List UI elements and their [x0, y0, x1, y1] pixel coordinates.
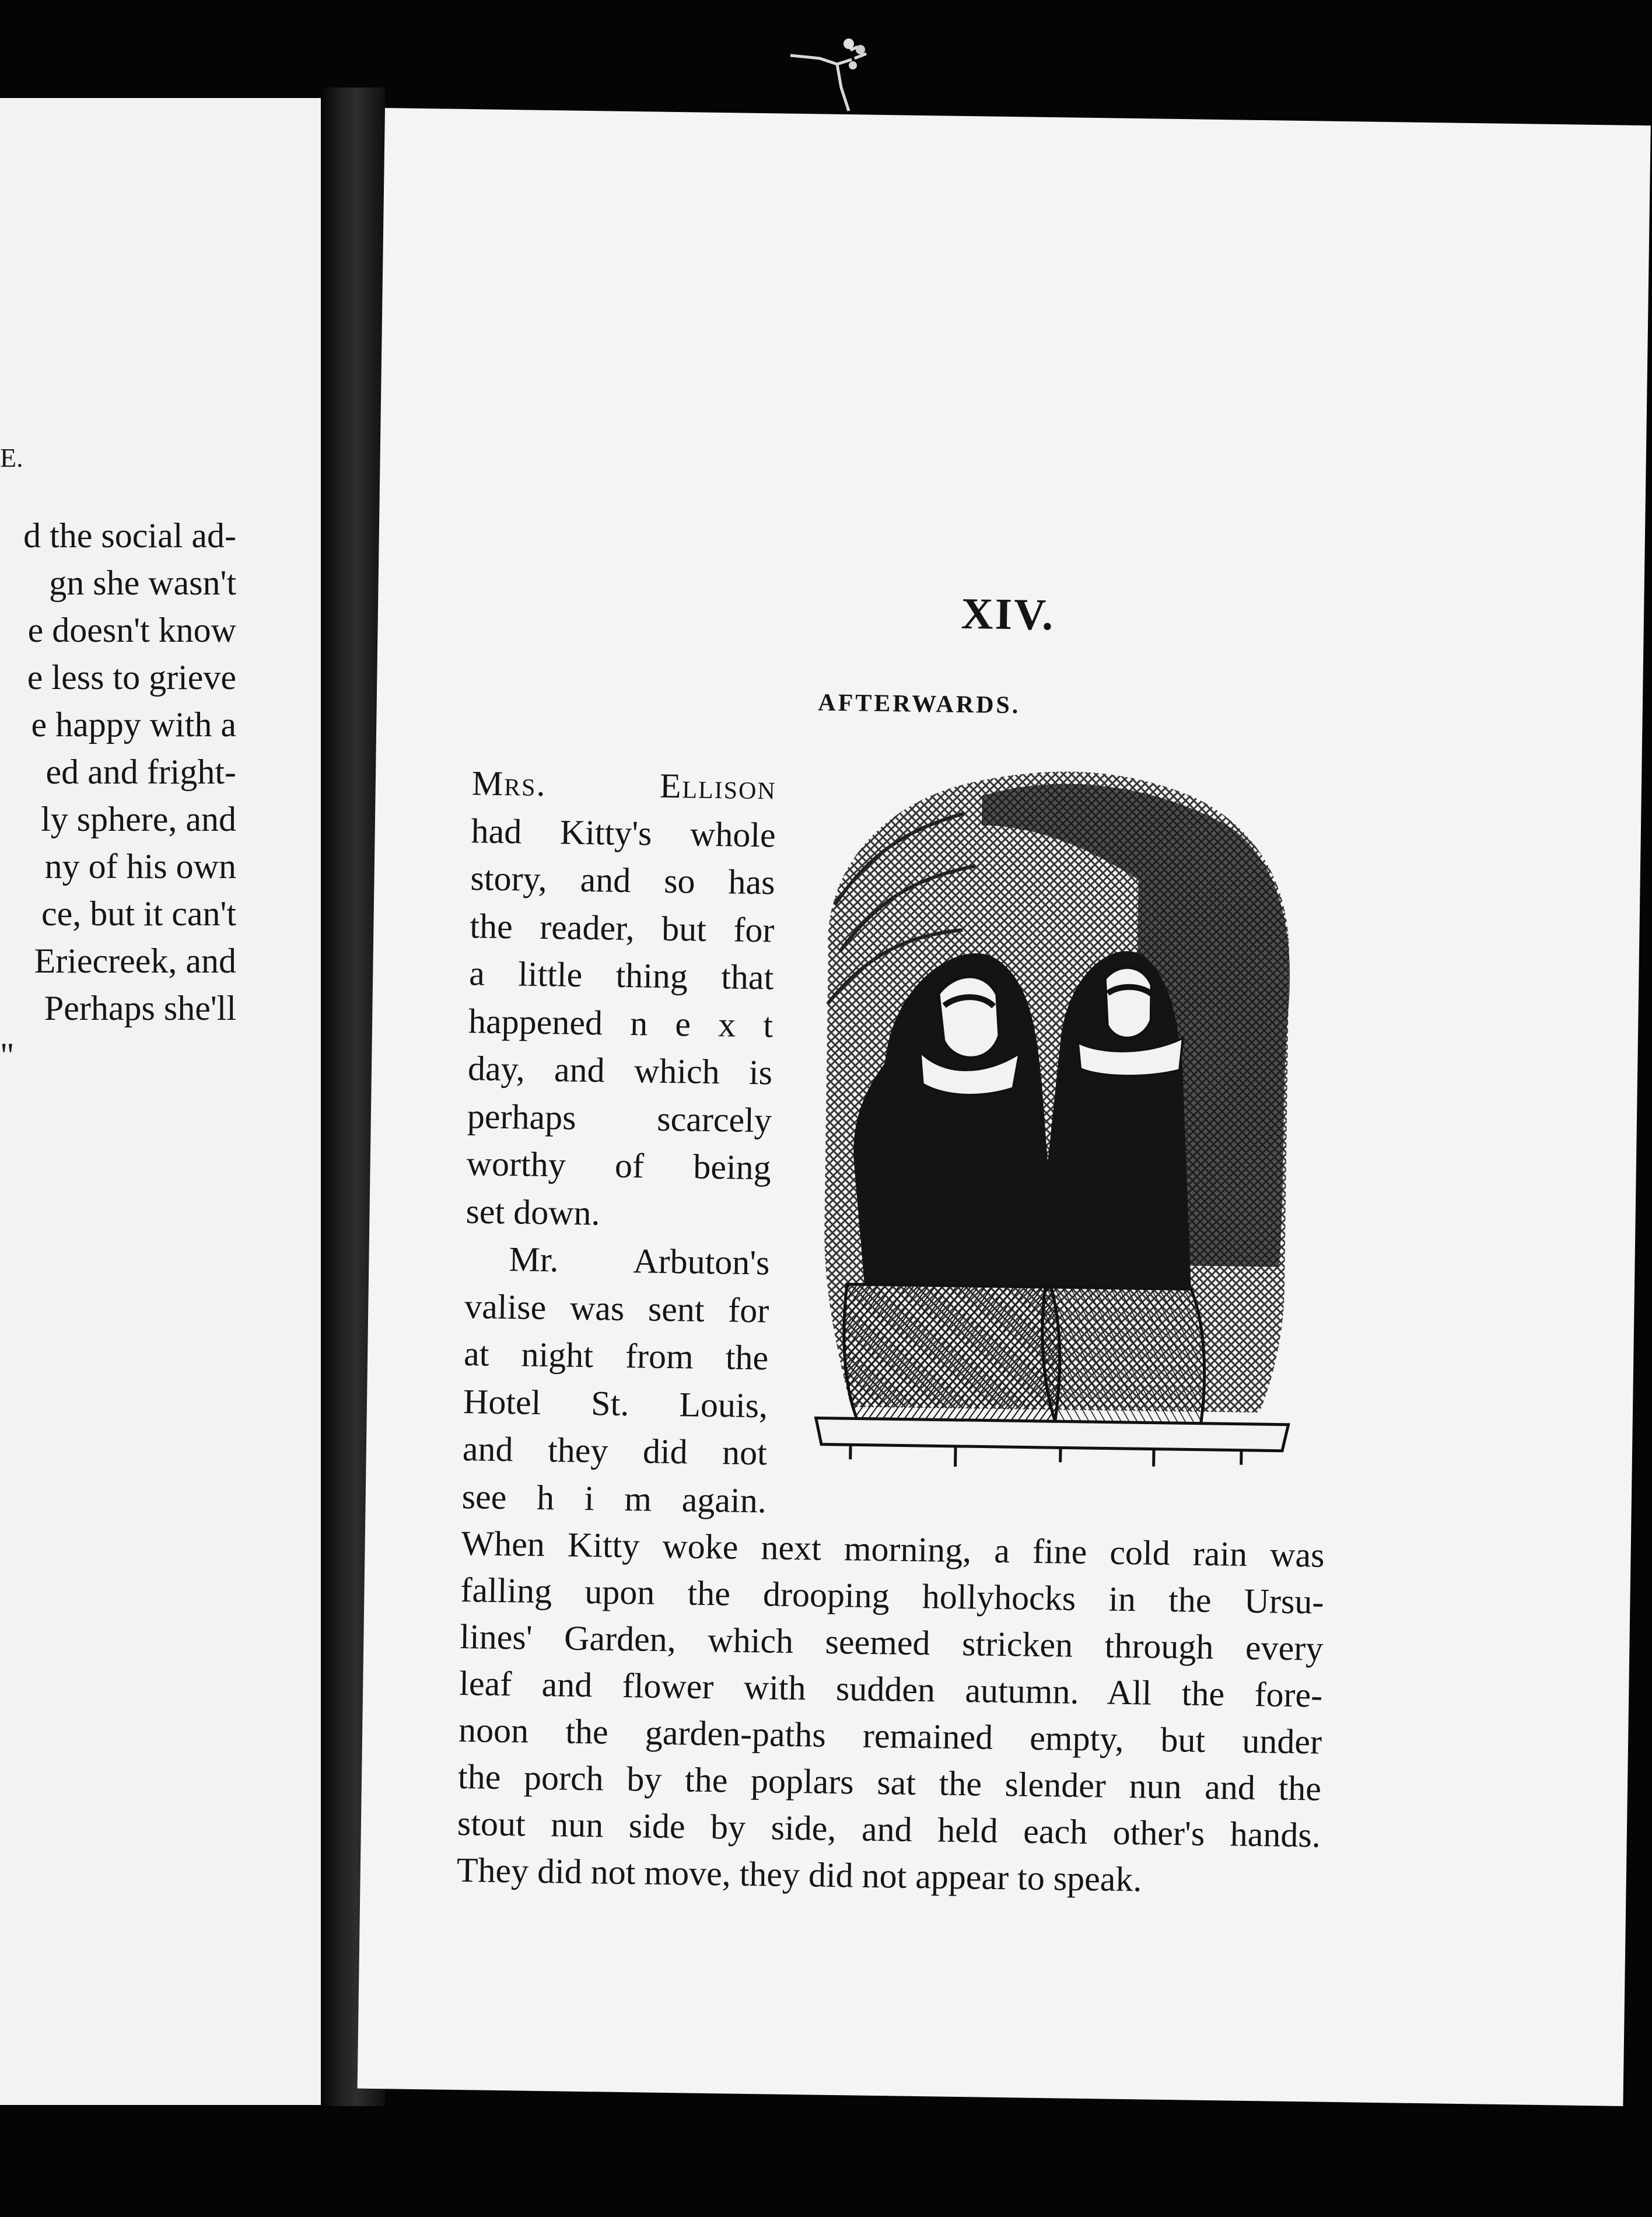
left-page — [0, 98, 321, 2105]
left-text-line: e happy with a — [31, 705, 236, 744]
text-line: set down. — [466, 1191, 601, 1232]
text-below-illustration — [456, 1520, 1325, 1905]
left-page-header-fragment: E. — [0, 443, 23, 473]
text-line: valise was sent for — [464, 1286, 769, 1330]
left-text-line: ly sphere, and — [41, 800, 236, 838]
text-line: a little thing that — [468, 954, 774, 997]
text-line: perhaps scarcely — [467, 1096, 772, 1139]
drop-opening: Mrs. Ellison — [471, 764, 777, 807]
text-line: Hotel St. Louis, — [463, 1382, 768, 1425]
left-text-line: d the social ad- — [23, 516, 236, 555]
left-text-line: e less to grieve — [27, 658, 236, 697]
text-line: story, and so has — [470, 859, 775, 902]
text-line: day, and which is — [467, 1049, 773, 1092]
left-text-line: e doesn't know — [27, 611, 236, 649]
text-line — [471, 760, 776, 812]
left-text-line: gn she wasn't — [49, 564, 236, 602]
text-line: at night from the — [463, 1334, 769, 1377]
text-line: lines' Garden, which seemed stricken through every — [459, 1617, 1324, 1668]
text-line: happened n e x t — [468, 1001, 774, 1044]
text-beside-illustration — [461, 760, 776, 1524]
left-text-line: ce, but it can't — [41, 894, 236, 933]
right-page — [358, 108, 1651, 2106]
text-line: falling upon the drooping hollyhocks in the Ursu- — [460, 1571, 1324, 1621]
text-line: worthy of being — [466, 1144, 772, 1187]
left-text-line: Eriecreek, and — [34, 942, 236, 980]
left-text-line: Perhaps she'll — [44, 989, 236, 1027]
text-line: They did not move, they did not appear to speak. — [456, 1851, 1142, 1899]
text-line: had Kitty's whole — [471, 811, 776, 854]
left-text-line: ny of his own — [44, 847, 236, 886]
text-line: and they did not — [462, 1429, 768, 1473]
left-text-line: " — [0, 1036, 15, 1075]
text-line: the reader, but for — [469, 906, 775, 949]
dust-speck-icon — [788, 23, 887, 117]
text-line: Mr. Arbuton's — [509, 1240, 770, 1282]
text-line: see h i m again. — [461, 1477, 767, 1520]
text-line: When Kitty woke next morning, a fine cold rain was — [461, 1524, 1325, 1575]
text-line: the porch by the poplars sat the slender nun and the — [457, 1757, 1322, 1808]
left-text-line: ed and fright- — [46, 753, 236, 791]
text-line: noon the garden-paths remained empty, but under — [458, 1711, 1322, 1761]
left-page-text — [0, 512, 236, 1079]
text-line: stout nun side by side, and held each other's hands. — [457, 1804, 1321, 1855]
chapter-title: AFTERWARDS. — [817, 689, 1021, 719]
chapter-number: XIV. — [961, 589, 1055, 640]
text-line: leaf and flower with sudden autumn. All the fore- — [459, 1664, 1323, 1715]
two-nuns-illustration — [779, 758, 1306, 1518]
